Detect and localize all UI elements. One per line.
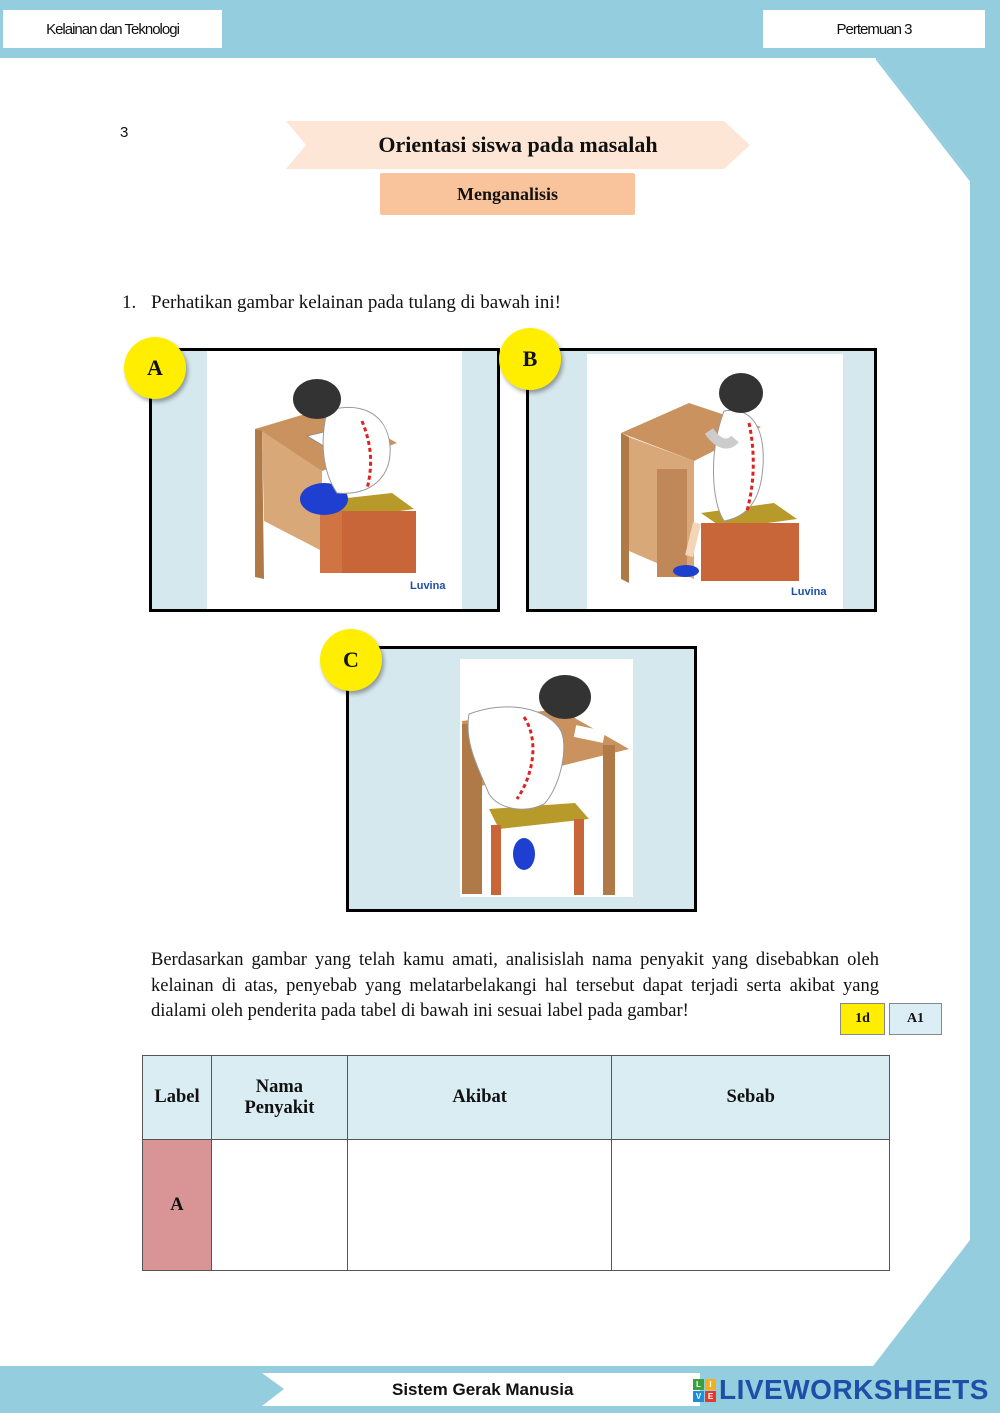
tag-a1: A1 <box>889 1003 942 1035</box>
posture-image-b <box>526 348 877 612</box>
tag-1d: 1d <box>840 1003 885 1035</box>
table-header-row <box>143 1056 890 1140</box>
footer-title: Sistem Gerak Manusia <box>392 1380 574 1399</box>
section-subtitle: Menganalisis <box>380 173 635 215</box>
page-number: 3 <box>120 124 129 141</box>
question-number: 1. <box>122 292 137 313</box>
footer-arrow-shape <box>0 1366 700 1413</box>
posture-illustration-a <box>152 351 497 609</box>
akibat-answer-field[interactable] <box>347 1140 612 1271</box>
question-text: Perhatikan gambar kelainan pada tulang di bawah ini! <box>151 292 561 313</box>
posture-image-a <box>149 348 500 612</box>
question-prompt <box>122 292 561 314</box>
column-header-akibat: Akibat <box>347 1056 612 1140</box>
header-meeting-label: Pertemuan 3 <box>763 10 985 48</box>
instruction-paragraph: Berdasarkan gambar yang telah kamu amati, analisislah nama penyakit yang disebabkan oleh kelainan di atas, penyebab yang melatarbelakangi hal tersebut dapat terjadi serta akibat yang dialami oleh penderita pada tabel di bawah ini sesuai label pada gambar! <box>151 950 879 1021</box>
posture-image-c <box>346 646 697 912</box>
image-label-badge-b: B <box>499 328 561 390</box>
header-subject-label: Kelainan dan Teknologi <box>3 10 222 48</box>
column-header-sebab: Sebab <box>612 1056 890 1140</box>
table-row <box>143 1140 890 1271</box>
liveworksheets-logo-icon <box>693 1379 716 1402</box>
answer-table <box>142 1055 890 1271</box>
column-header-nama-penyakit: Nama Penyakit <box>211 1056 347 1140</box>
column-header-label: Label <box>143 1056 212 1140</box>
nama-penyakit-answer-field[interactable] <box>211 1140 347 1271</box>
logo-letter-v: V <box>693 1391 704 1402</box>
sebab-answer-field[interactable] <box>612 1140 890 1271</box>
brand-logo-a: Luvina <box>410 580 446 592</box>
logo-letter-e: E <box>705 1391 716 1402</box>
liveworksheets-logo <box>693 1374 989 1406</box>
posture-illustration-c <box>349 649 694 909</box>
image-label-badge-a: A <box>124 337 186 399</box>
liveworksheets-logo-text: LIVEWORKSHEETS <box>719 1374 989 1405</box>
posture-illustration-b <box>529 351 874 609</box>
brand-logo-b: Luvina <box>791 586 827 598</box>
right-frame-band <box>970 0 1000 1413</box>
row-label-cell: A <box>143 1140 212 1271</box>
logo-letter-i: I <box>705 1379 716 1390</box>
top-right-corner-decoration <box>876 56 1000 184</box>
image-label-badge-c: C <box>320 629 382 691</box>
logo-letter-l: L <box>693 1379 704 1390</box>
section-title: Orientasi siswa pada masalah <box>378 132 658 157</box>
